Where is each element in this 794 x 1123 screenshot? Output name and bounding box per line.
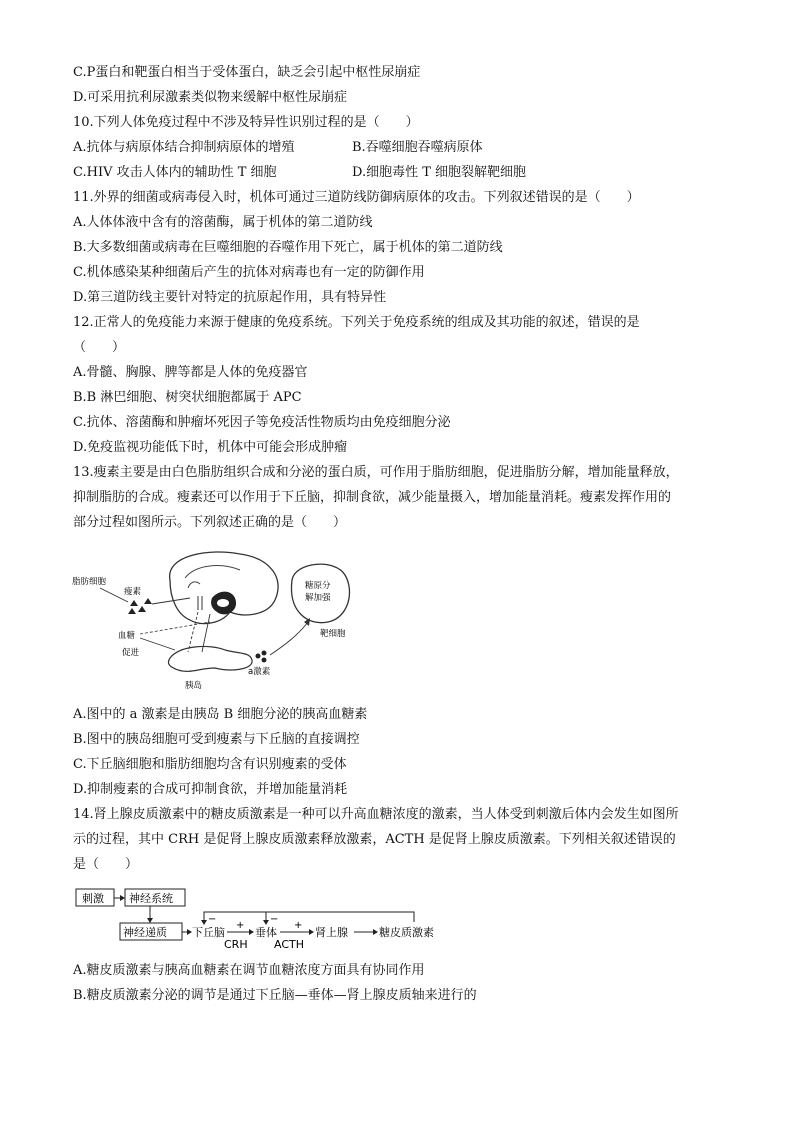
q14-option-a: A.糖皮质激素与胰高血糖素在调节血糖浓度方面具有协同作用: [73, 963, 425, 978]
q12-option-a: A.骨髓、胸腺、脾等都是人体的免疫器官: [73, 365, 308, 380]
islet-label: 胰岛: [185, 681, 203, 691]
arrow-head: [120, 895, 125, 901]
blood-sugar-to-islet-line: [140, 638, 175, 650]
a-hormone-dots: [256, 651, 267, 663]
glucocorticoid-label: 糖皮质激素: [379, 926, 434, 939]
q14-stem-line3: 是（ ）: [73, 857, 139, 872]
q12-option-c: C.抗体、溶菌酶和肿瘤坏死因子等免疫活性物质均由免疫细胞分泌: [73, 415, 451, 430]
arrow-head: [147, 918, 153, 923]
q13-stem: 13.瘦素主要是由白色脂肪组织合成和分泌的蛋白质，可作用于脂肪细胞，促进脂肪分解，增加能量释放，: [73, 465, 679, 480]
hypothalamus-label: 下丘脑: [192, 926, 225, 939]
brain-fold: [185, 566, 240, 578]
q11-option-c: C.机体感染某种细菌后产生的抗体对病毒也有一定的防御作用: [73, 265, 425, 280]
glycogen-label-2: 解加强: [305, 593, 331, 603]
plus-sign-1: +: [236, 920, 245, 931]
acth-label: ACTH: [274, 938, 305, 950]
brain-stem: [198, 596, 202, 610]
q11-stem: 11.外界的细菌或病毒侵入时，机体可通过三道防线防御病原体的攻击。下列叙述错误的是（ ）: [73, 190, 640, 205]
leptin-diagram: [70, 540, 360, 695]
q10-option-c: C.HIV 攻击人体内的辅助性 T 细胞: [73, 165, 277, 180]
nervous-system-label: 神经系统: [129, 892, 173, 905]
q13-stem-line3: 部分过程如图所示。下列叙述正确的是（ ）: [73, 515, 347, 530]
a-hormone-label: a激素: [248, 667, 271, 677]
stimulus-label: 刺激: [82, 892, 104, 905]
hormone-to-target-arrow: [270, 622, 308, 655]
leptin-label: 瘦素: [124, 587, 142, 597]
promote-label: 促进: [122, 648, 140, 658]
q13-option-d: D.抑制瘦素的合成可抑制食欲，并增加能量消耗: [73, 782, 348, 797]
brain-to-islet-dashed: [188, 612, 198, 652]
minus-sign-2: −: [270, 914, 279, 925]
q10-option-d: D.细胞毒性 T 细胞裂解靶细胞: [352, 165, 527, 180]
q11-option-a: A.人体体液中含有的溶菌酶，属于机体的第二道防线: [73, 215, 373, 230]
plus-sign-2: +: [294, 920, 303, 931]
brain-fold: [188, 582, 200, 588]
q12-option-b: B.B 淋巴细胞、树突状细胞都属于 APC: [73, 390, 302, 405]
arrow-head: [249, 929, 254, 935]
q14-stem-line2: 示的过程，其中 CRH 是促肾上腺皮质激素释放激素，ACTH 是促肾上腺皮质激素。下列相关叙述错误的: [73, 832, 676, 847]
q13-option-c: C.下丘脑细胞和脂肪细胞均含有识别瘦素的受体: [73, 757, 347, 772]
q12-stem: 12.正常人的免疫能力来源于健康的免疫系统。下列关于免疫系统的组成及其功能的叙述，错误的是: [73, 315, 640, 330]
arrow-head: [201, 920, 207, 925]
leptin-triangles: [128, 598, 152, 614]
blood-sugar-label: 血糖: [118, 631, 136, 641]
hpa-axis-diagram: [74, 886, 454, 950]
q10-stem: 10.下列人体免疫过程中不涉及特异性识别过程的是（ ）: [73, 115, 419, 130]
blood-sugar-line: [140, 622, 210, 634]
crh-label: CRH: [224, 938, 248, 950]
pancreas-shape: [168, 646, 252, 671]
adrenal-label: 肾上腺: [315, 926, 348, 939]
glycogen-label-1: 糖原分: [305, 581, 331, 591]
q9-option-d: D.可采用抗利尿激素类似物来缓解中枢性尿崩症: [73, 90, 348, 105]
pituitary-label: 垂体: [255, 926, 277, 939]
hypothalamus-center: [217, 599, 229, 607]
q12-stem-bracket: （ ）: [73, 340, 126, 355]
q11-option-d: D.第三道防线主要针对特定的抗原起作用，具有特异性: [73, 290, 387, 305]
q10-option-a: A.抗体与病原体结合抑制病原体的增殖: [73, 140, 295, 155]
fat-cell-label: 脂肪细胞: [72, 577, 107, 587]
arrow-head: [373, 929, 378, 935]
neurotransmitter-label: 神经递质: [123, 926, 167, 939]
arrow-head: [263, 920, 269, 925]
q13-option-b: B.图中的胰岛细胞可受到瘦素与下丘脑的直接调控: [73, 732, 360, 747]
q10-option-b: B.吞噬细胞吞噬病原体: [352, 140, 483, 155]
q14-option-b: B.糖皮质激素分泌的调节是通过下丘脑—垂体—肾上腺皮质轴来进行的: [73, 988, 477, 1003]
leptin-to-brain-arrow: [152, 598, 190, 604]
q11-option-b: B.大多数细菌或病毒在巨噬细胞的吞噬作用下死亡，属于机体的第二道防线: [73, 240, 503, 255]
q12-option-d: D.免疫监视功能低下时，机体中可能会形成肿瘤: [73, 440, 348, 455]
arrow-head: [309, 929, 314, 935]
target-cell-label: 靶细胞: [320, 629, 346, 639]
minus-sign-1: −: [208, 914, 217, 925]
q13-option-a: A.图中的 a 激素是由胰岛 B 细胞分泌的胰高血糖素: [73, 707, 368, 722]
q13-stem-line2: 抑制脂肪的合成。瘦素还可以作用于下丘脑，抑制食欲，减少能量摄入，增加能量消耗。瘦素发挥作用的: [73, 490, 672, 505]
q9-option-c: C.P蛋白和靶蛋白相当于受体蛋白，缺乏会引起中枢性尿崩症: [73, 65, 421, 80]
q14-stem: 14.肾上腺皮质激素中的糖皮质激素是一种可以升高血糖浓度的激素，当人体受到刺激后体内会发生如图所: [73, 807, 679, 822]
